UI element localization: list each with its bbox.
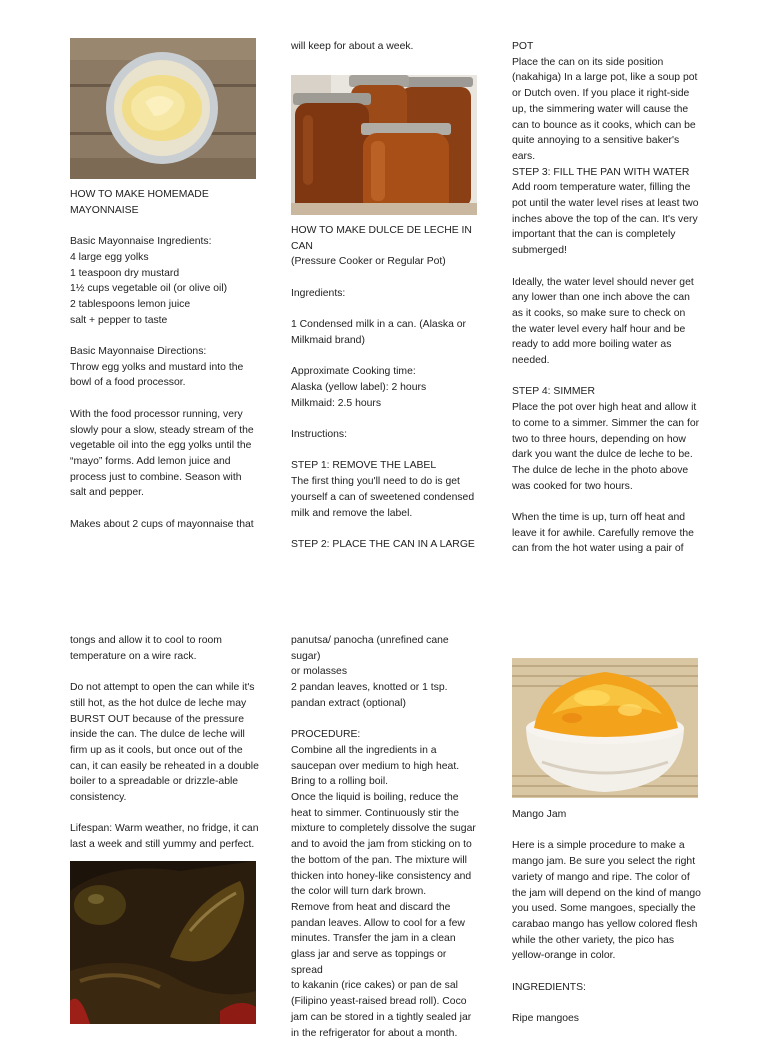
mayonnaise-directions-paragraph: With the food processor running, very slowly pour a slow, steady stream of the vegetable oil into the egg yolks until the “mayo” forms. Add lemon juice and process just to combine. Season with salt and pepper. [70, 408, 254, 499]
mayonnaise-title: HOW TO MAKE HOMEMADE MAYONNAISE [70, 189, 209, 216]
mango-ingredient-item: Ripe mangoes [512, 1013, 580, 1025]
mango-ingredients-heading: INGREDIENTS: [512, 981, 586, 993]
dulce-de-leche-title: HOW TO MAKE DULCE DE LECHE IN CAN [291, 225, 472, 252]
mayonnaise-ingredient: salt + pepper to taste [70, 314, 168, 326]
dulce-de-leche-subtitle: (Pressure Cooker or Regular Pot) [291, 256, 446, 268]
safety-warning: Do not attempt to open the can while it's still hot, as the hot dulce de leche may BURST OUT because of the pressure inside the can. The dulce de leche will firm up as it cools, but once out of the can, it can easily be reheated in a double boiler to a spreadable or drizzle-able consistency. [70, 682, 259, 804]
coco-jam-column [291, 633, 481, 1041]
ingredient-item: 1 Condensed milk in a can. (Alaska or Milkmaid brand) [291, 319, 466, 346]
mango-jam-title: Mango Jam [512, 809, 567, 820]
ingredients-heading: Ingredients: [291, 287, 346, 299]
step-1-text: The first thing you'll need to do is get yourself a can of sweetened condensed milk and remove the label. [291, 476, 475, 519]
step-4-heading: STEP 4: SIMMER [512, 386, 595, 398]
mango-jam-intro: Here is a simple procedure to make a mango jam. Be sure you select the right variety of mango and ripe. The color of the jam will depend on the kind of mango you used. Some mangoes, specially the carabao mango has yellow colored flesh while the other variety, the pico has yellow-orange in color. [512, 840, 701, 962]
mayonnaise-ingredient: 4 large egg yolks [70, 251, 149, 263]
step-3-heading: STEP 3: FILL THE PAN WITH WATER [512, 166, 690, 178]
cooking-time-item: Alaska (yellow label): 2 hours [291, 381, 427, 393]
lifespan-note: Lifespan: Warm weather, no fridge, it can last a week and still yummy and perfect. [70, 823, 259, 851]
mayonnaise-bowl-photo [70, 38, 256, 179]
mango-jam-column [512, 807, 702, 1027]
mayonnaise-ingredient: 1½ cups vegetable oil (or olive oil) [70, 283, 228, 295]
mayonnaise-column [70, 187, 260, 532]
step-3-note: Ideally, the water level should never get any lower than one inch above the can as it cooks, so make sure to check on the water level every half hour and be ready to add more boiling water as needed. [512, 276, 694, 367]
cooking-time-item: Milkmaid: 2.5 hours [291, 397, 382, 409]
dulce-de-leche-steps-column [512, 39, 702, 557]
dulce-de-leche-continued-column [70, 633, 260, 853]
mayonnaise-continued [291, 39, 481, 55]
mayonnaise-directions-paragraph: Throw egg yolks and mustard into the bowl of a food processor. [70, 361, 244, 389]
step-1-heading: STEP 1: REMOVE THE LABEL [291, 460, 437, 472]
mayonnaise-directions-heading: Basic Mayonnaise Directions: [70, 346, 207, 357]
continued-text: tongs and allow it to cool to room temperature on a wire rack. [70, 635, 222, 662]
instructions-heading: Instructions: [291, 429, 348, 441]
step-2-text: Place the can on its side position (nakahiga) In a large pot, like a soup pot or Dutch oven. If you place it right-side up, the simmering water will cause the can to bounce as it cooks, which can be quite annoying to a sensitive baker's ears. [512, 56, 698, 162]
step-2-heading-continued: POT [512, 41, 534, 52]
cooking-time-heading: Approximate Cooking time: [291, 366, 416, 378]
step-2-heading: STEP 2: PLACE THE CAN IN A LARGE [291, 538, 475, 550]
mayonnaise-ingredient: 2 tablespoons lemon juice [70, 298, 191, 310]
step-3-text: Add room temperature water, filling the pot until the water level rises at least two inches above the top of the can. It's very important that the can is completely submerged! [512, 182, 699, 257]
continued-text: will keep for about a week. [291, 41, 414, 52]
procedure-text: Combine all the ingredients in a saucepan over medium to high heat. Bring to a rolling boil. Once the liquid is boiling, reduce the heat to simmer. Continuously stir the mixture to completely dissolve the sugar and to avoid the jam from sticking on to the bottom of the pan. The mixture will thicken into honey-like consistency and the color will turn dark brown. Remove from heat and discard the pandan leaves. Allow to cool for a few minutes. Transfer the jam in a clean glass jar and serve as toppings or spread to kakanin (rice cakes) or pan de sal (Filipino yeast-raised bread roll). Coco jam can be stored in a tightly sealed jar in the refrigerator for about a month. [291, 744, 476, 1039]
procedure-heading: PROCEDURE: [291, 729, 361, 741]
mayonnaise-ingredient: 1 teaspoon dry mustard [70, 267, 180, 279]
dulce-de-leche-column [291, 223, 481, 553]
step-4-text: Place the pot over high heat and allow it to come to a simmer. Simmer the can for two to three hours, depending on how dark you want the dulce de leche to be. The dulce de leche in the photo above was cooked for two hours. [512, 402, 700, 492]
step-4-end: When the time is up, turn off heat and leave it for awhile. Carefully remove the can from the hot water using a pair of [512, 512, 694, 555]
ingredients-continued: panutsa/ panocha (unrefined cane sugar) or molasses 2 pandan leaves, knotted or 1 tsp. pandan extract (optional) [291, 635, 449, 709]
dark-coconut-jam-photo [70, 861, 256, 1024]
mayonnaise-ingredients-heading: Basic Mayonnaise Ingredients: [70, 236, 212, 248]
dulce-de-leche-jars-photo [291, 75, 477, 215]
mayonnaise-yield: Makes about 2 cups of mayonnaise that [70, 518, 254, 530]
mango-jam-bowl-photo [512, 658, 698, 798]
